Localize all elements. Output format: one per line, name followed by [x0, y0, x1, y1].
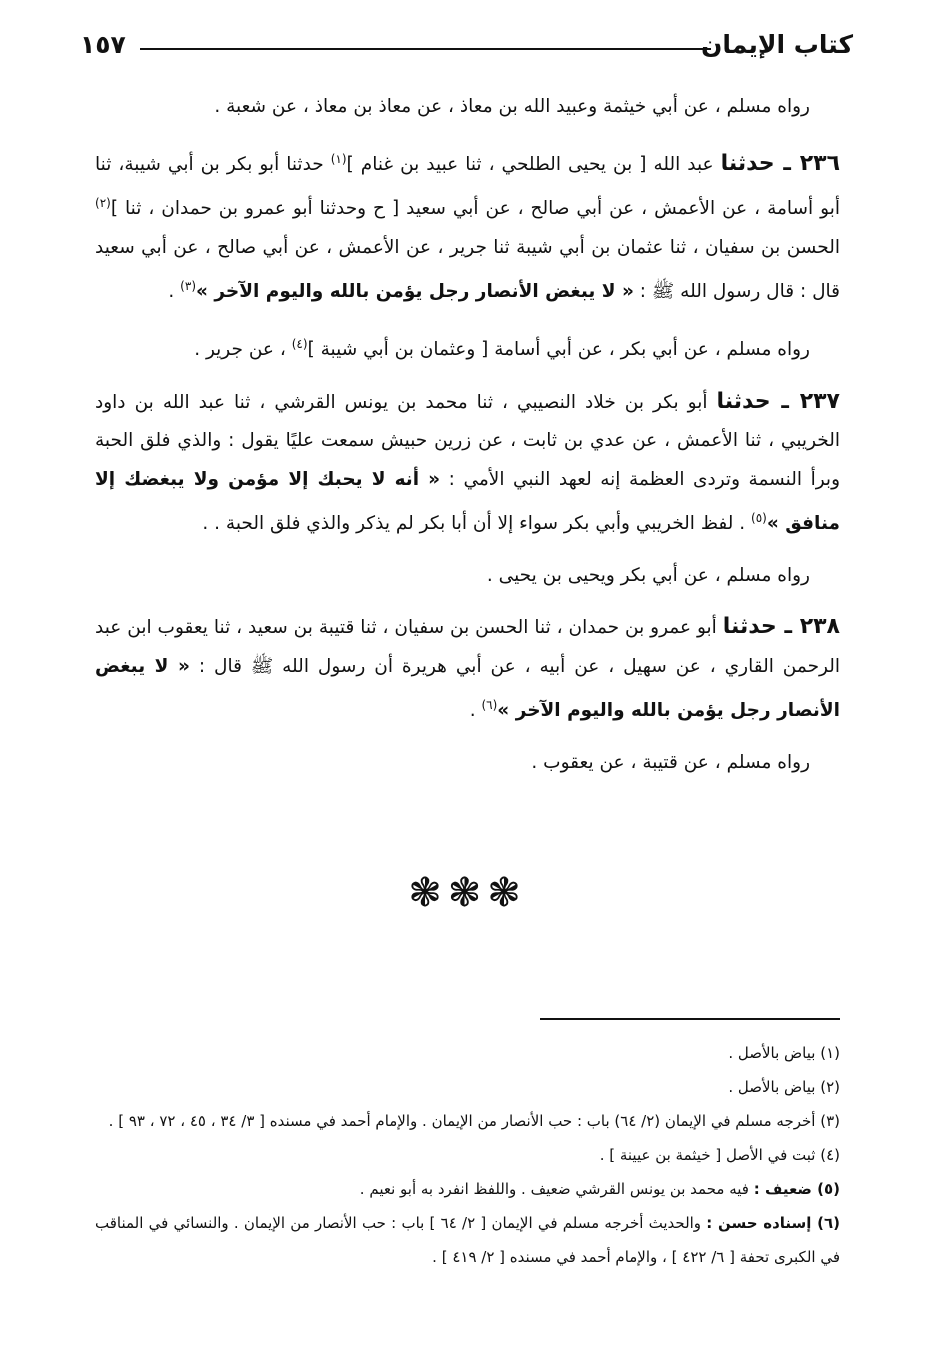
footnotes: [95, 1036, 840, 1274]
footnote-rule: [540, 1018, 840, 1020]
riwaya-line-4: رواه مسلم ، عن قتيبة ، عن يعقوب .: [531, 751, 810, 773]
footnote-ref: (٦): [481, 698, 498, 713]
isnad-text: أبو بكر بن خلاد النصيبي ، ثنا محمد بن يونس القرشي ، ثنا عبد الله بن داود الخريبي ، ثنا الأعمش ، عن عدي بن ثابت ، عن زرين حبيش سمعت عليًا يقول : والذي فلق الحبة وبرأ النسمة وتردى العظمة إنه لعهد النبي الأمي :: [95, 391, 840, 490]
footnote-6: (٦) إسناده حسن : والحديث أخرجه مسلم في الإيمان [ ٢/ ٦٤ ] باب : حب الأنصار من الإيمان . والنسائي في المناقب في الكبرى تحفة [ ٦/ ٤٢٢ ] ، والإمام أحمد في مسنده [ ٢/ ٤١٩ ] .: [95, 1214, 840, 1266]
section-separator: ❃❃❃: [408, 870, 527, 916]
hadith-238: ٢٣٨ ـ حدثنا أبو عمرو بن حمدان ، ثنا الحسن بن سفيان ، ثنا قتيبة بن سعيد ، ثنا يعقوب ابن عبد الرحمن القاري ، عن سهيل ، عن أبيه ، عن أبي هريرة أن رسول الله ﷺ قال : « لا يبغض الأنصار رجل يؤمن بالله واليوم الآخر »$^{(٦)}$ .: [95, 614, 840, 722]
isnad-text: أبو عمرو بن حمدان ، ثنا الحسن بن سفيان ، ثنا قتيبة بن سعيد ، ثنا يعقوب ابن عبد الرحمن القاري ، عن سهيل ، عن أبيه ، عن أبي هريرة أن رسول الله ﷺ قال :: [95, 617, 840, 677]
isnad-text: عبد الله [ بن يحيى الطلحي ، ثنا عبيد بن غنام ]: [346, 153, 721, 175]
footnote-5: (٥) ضعيف : فيه محمد بن يونس القرشي ضعيف . واللفظ انفرد به أبو نعيم .: [359, 1180, 840, 1198]
footnote-grade: (٦) إسناده حسن :: [706, 1214, 840, 1232]
riwaya-line-2: رواه مسلم ، عن أبي بكر ، عن أبي أسامة [ وعثمان بن أبي شيبة ]$^{(٤)}$ ، عن جرير .: [194, 336, 810, 361]
hadith-number: ٢٣٨ ـ حدثنا: [722, 614, 840, 640]
page-header: [80, 24, 853, 64]
footnote-1: (١) بياض بالأصل .: [728, 1044, 840, 1062]
riwaya-line-1: رواه مسلم ، عن أبي خيثمة وعبيد الله بن معاذ ، عن معاذ بن معاذ ، عن شعبة .: [214, 96, 810, 117]
footnote-grade: (٥) ضعيف :: [753, 1180, 840, 1198]
footnote-4: (٤) ثبت في الأصل [ خيثمة بن عيينة ] .: [599, 1146, 840, 1164]
footnote-ref: (٥): [751, 511, 767, 526]
isnad-text: حدثنا أبو بكر بن أبي شيبة، ثنا أبو أسامة ، عن الأعمش ، عن أبي صالح ، عن أبي سعيد [ ح وحدثنا أبو عمرو بن حمدان ، ثنا ]: [95, 153, 840, 220]
hadith-matn: « أنه لا يحبك إلا مؤمن ولا يبغضك إلا منافق »: [95, 468, 840, 535]
footnote-3: (٣) أخرجه مسلم في الإيمان (٢/ ٦٤) باب : حب الأنصار من الإيمان . والإمام أحمد في مسنده [ ٣/ ٣٤ ، ٤٥ ، ٧٢ ، ٩٣ ] .: [108, 1112, 840, 1130]
hadith-236: ٢٣٦ ـ حدثنا عبد الله [ بن يحيى الطلحي ، ثنا عبيد بن غنام ]$^{(١)}$ حدثنا أبو بكر بن أبي شيبة، ثنا أبو أسامة ، عن الأعمش ، عن أبي صالح ، عن أبي سعيد [ ح وحدثنا أبو عمرو بن حمدان ، ثنا ]$^{(٢)}$ الحسن بن سفيان ، ثنا عثمان بن أبي شيبة ثنا جرير ، عن الأعمش ، عن أبي صالح ، عن أبي سعيد قال : قال رسول الله ﷺ : « لا يبغض الأنصار رجل يؤمن بالله واليوم الآخر »$^{(٣)}$ .: [95, 150, 841, 303]
hadith-matn: « لا يبغض الأنصار رجل يؤمن بالله واليوم الآخر »: [95, 655, 840, 722]
note-text: . لفظ الخريبي وأبي بكر سواء إلا أن أبا بكر لم يذكر والذي فلق الحبة . .: [202, 513, 752, 535]
hadith-number: ٢٣٧ ـ حدثنا: [716, 388, 840, 414]
main-text: [95, 88, 840, 795]
footnote-ref: (٢): [95, 196, 111, 211]
running-title: كتاب الإيمان: [700, 30, 853, 59]
hadith-matn: « لا يبغض الأنصار رجل يؤمن بالله واليوم الآخر »: [196, 281, 634, 303]
footnote-ref: (٤): [291, 336, 308, 351]
hadith-number: ٢٣٦ ـ حدثنا: [720, 150, 841, 176]
header-rule: [140, 48, 711, 50]
hadith-237: [95, 383, 840, 544]
footnote-ref: (١): [330, 151, 347, 166]
page-number: ١٥٧: [80, 30, 126, 59]
footnote-2: (٢) بياض بالأصل .: [728, 1078, 840, 1096]
footnote-ref: (٣): [180, 279, 196, 294]
riwaya-line-3: رواه مسلم ، عن أبي بكر ويحيى بن يحيى .: [486, 564, 810, 586]
isnad-text: الحسن بن سفيان ، ثنا عثمان بن أبي شيبة ثنا جرير ، عن الأعمش ، عن أبي صالح ، عن أبي سعيد قال : قال رسول الله ﷺ :: [95, 236, 840, 303]
